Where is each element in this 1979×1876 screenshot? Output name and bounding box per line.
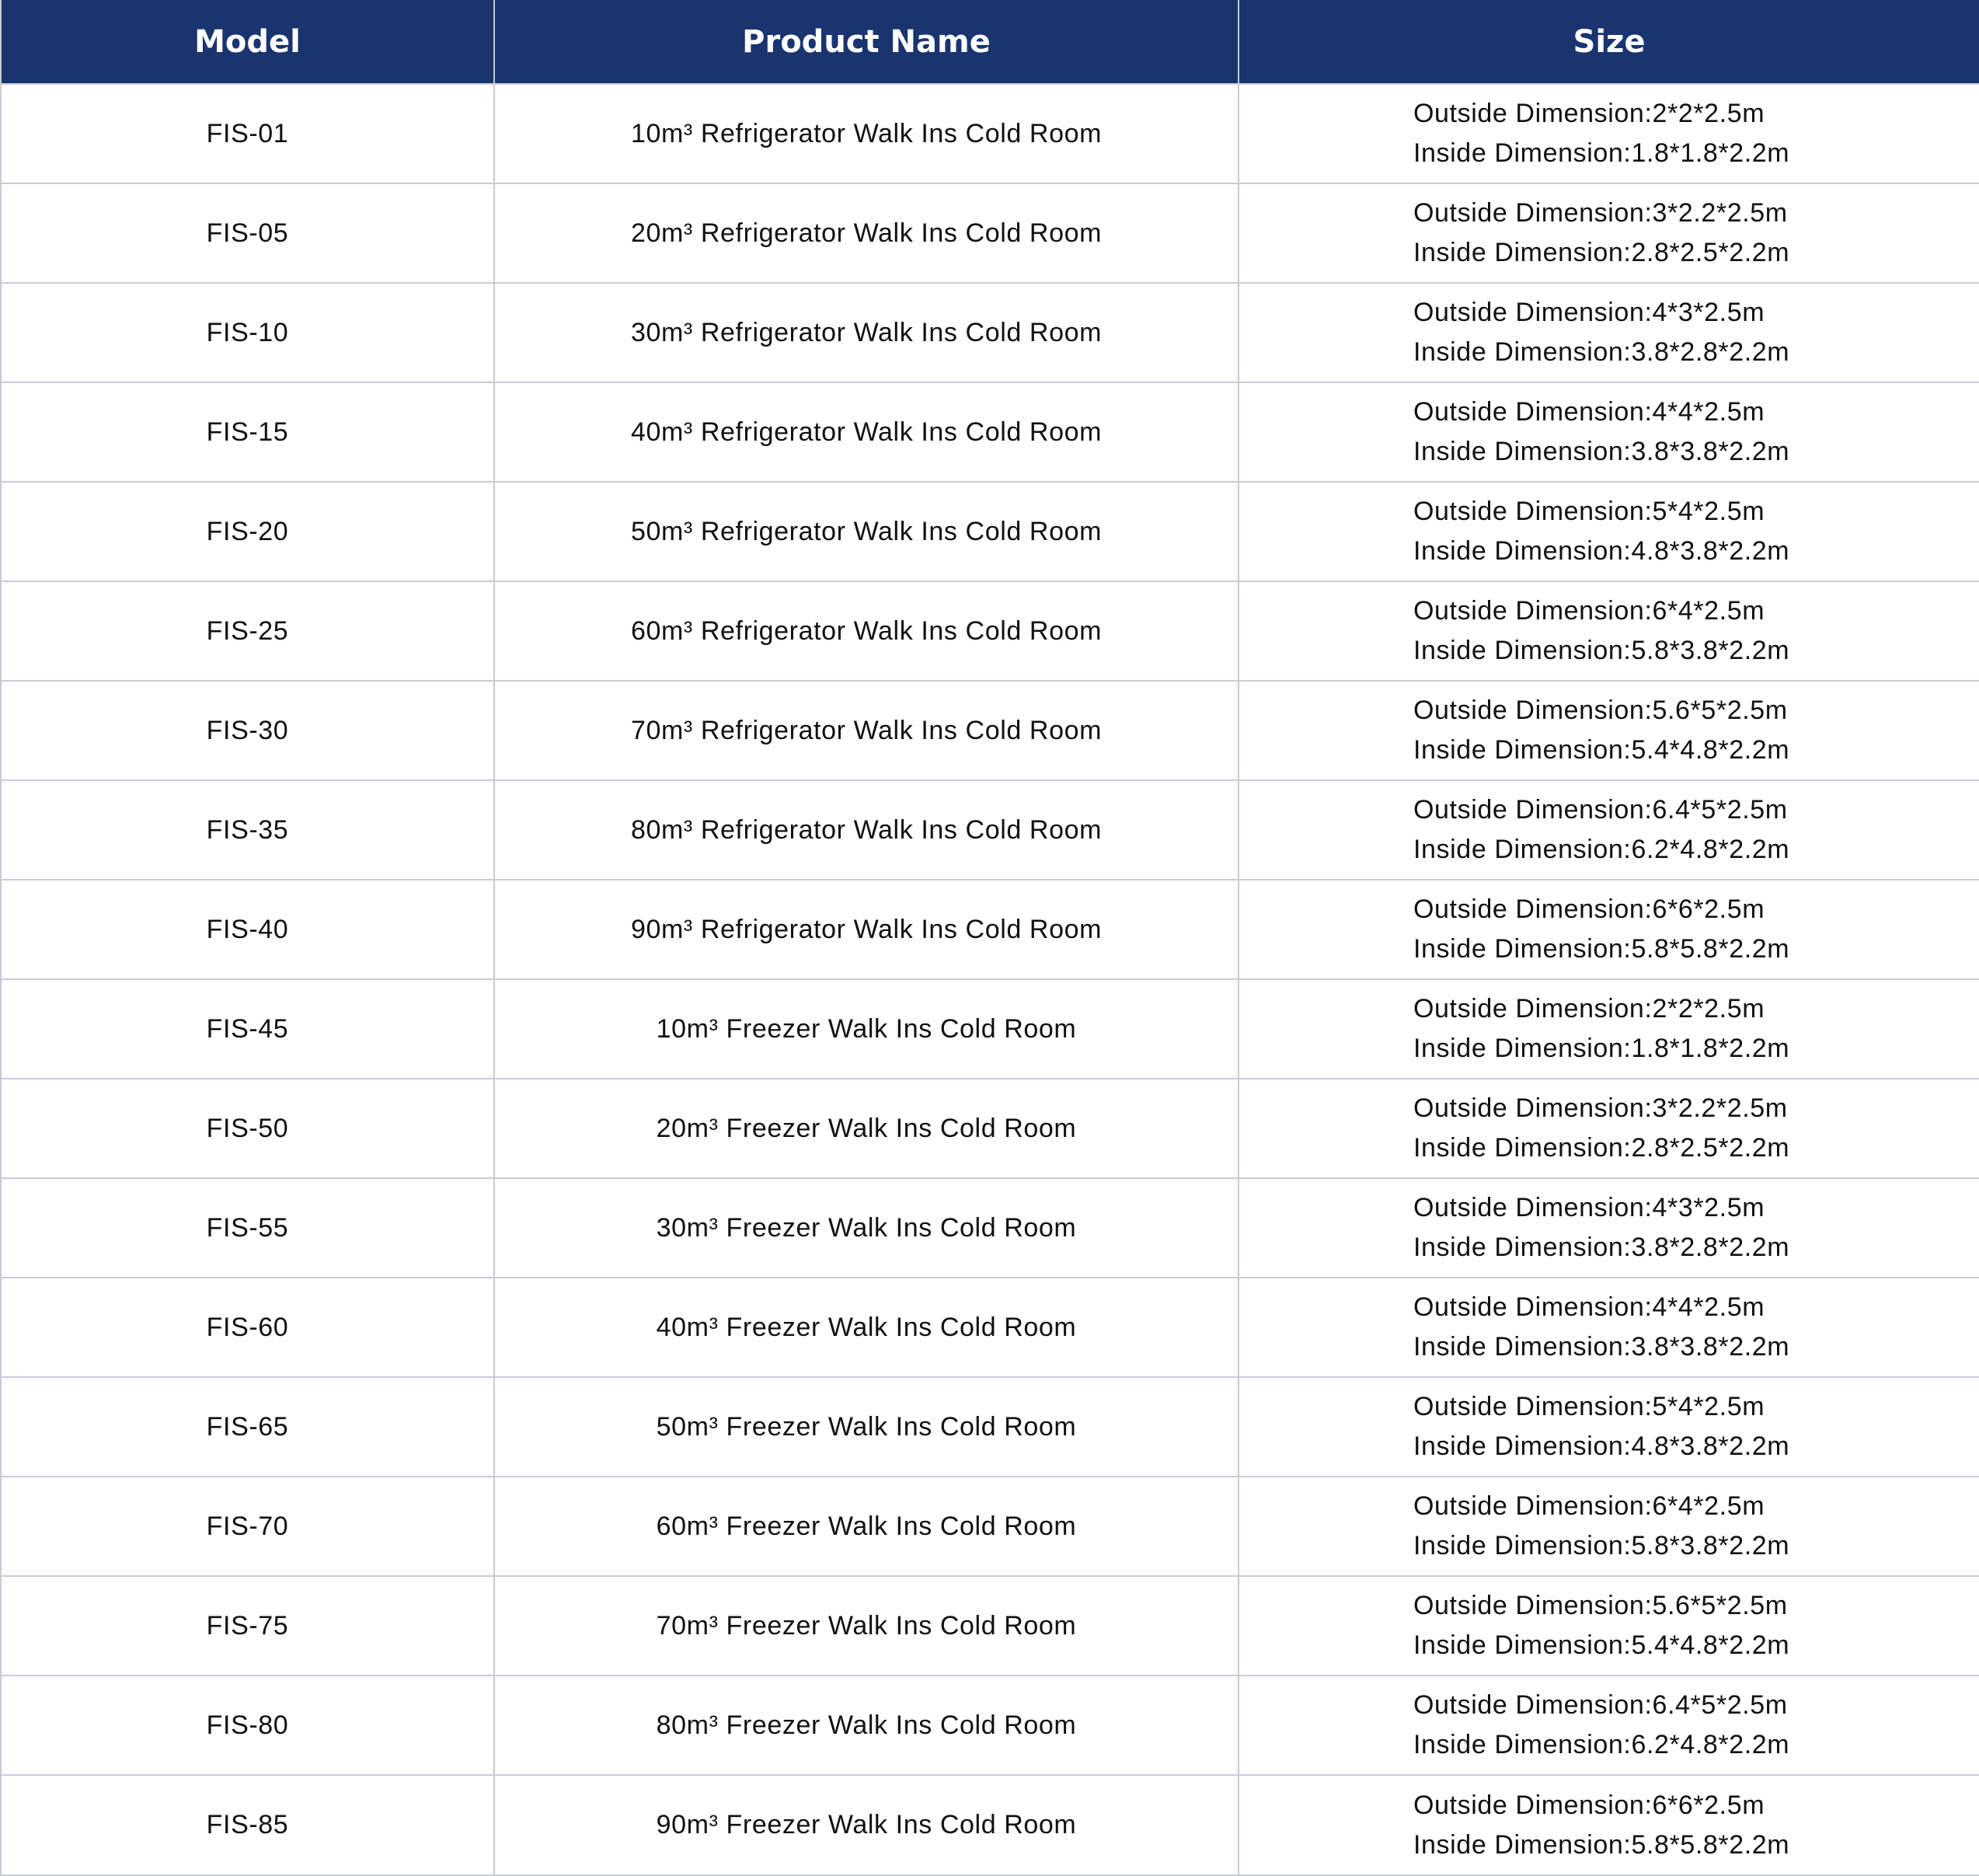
product-name-cell: 70m³ Freezer Walk Ins Cold Room (494, 1576, 1239, 1675)
size-cell (1239, 1477, 1979, 1576)
size-cell (1239, 382, 1979, 482)
size-cell (1239, 1675, 1979, 1775)
table-row (1, 382, 1979, 482)
inside-dimension: Inside Dimension:4.8*3.8*2.2m (1413, 1431, 1790, 1461)
outside-dimension: Outside Dimension:6*4*2.5m (1413, 1491, 1765, 1521)
inside-dimension: Inside Dimension:6.2*4.8*2.2m (1413, 835, 1790, 864)
product-name-cell: 80m³ Freezer Walk Ins Cold Room (494, 1675, 1239, 1775)
inside-dimension: Inside Dimension:5.4*4.8*2.2m (1413, 735, 1790, 765)
inside-dimension: Inside Dimension:2.8*2.5*2.2m (1413, 1133, 1790, 1163)
table-row (1, 681, 1979, 780)
size-cell (1239, 283, 1979, 382)
table-row (1, 780, 1979, 880)
table-row (1, 979, 1979, 1079)
product-name-cell: 20m³ Freezer Walk Ins Cold Room (494, 1079, 1239, 1178)
inside-dimension: Inside Dimension:3.8*2.8*2.2m (1413, 1233, 1790, 1262)
table-header (1, 0, 1979, 84)
model-cell: FIS-50 (1, 1079, 494, 1178)
inside-dimension: Inside Dimension:4.8*3.8*2.2m (1413, 536, 1790, 566)
model-cell: FIS-45 (1, 979, 494, 1079)
size-cell (1239, 581, 1979, 681)
model-cell: FIS-30 (1, 681, 494, 780)
outside-dimension: Outside Dimension:3*2.2*2.5m (1413, 198, 1788, 228)
product-name-cell: 10m³ Freezer Walk Ins Cold Room (494, 979, 1239, 1079)
inside-dimension: Inside Dimension:5.8*5.8*2.2m (1413, 1829, 1790, 1860)
model-cell: FIS-05 (1, 183, 494, 283)
outside-dimension: Outside Dimension:6*4*2.5m (1413, 596, 1765, 626)
table-row (1, 1576, 1979, 1675)
model-cell: FIS-40 (1, 880, 494, 979)
inside-dimension: Inside Dimension:1.8*1.8*2.2m (1413, 138, 1790, 168)
outside-dimension: Outside Dimension:6.4*5*2.5m (1413, 1690, 1788, 1720)
outside-dimension: Outside Dimension:6.4*5*2.5m (1413, 795, 1788, 825)
product-name-cell: 30m³ Refrigerator Walk Ins Cold Room (494, 283, 1239, 382)
header-size: Size (1239, 0, 1979, 84)
size-cell (1239, 84, 1979, 183)
size-cell (1239, 681, 1979, 780)
outside-dimension: Outside Dimension:5*4*2.5m (1413, 1392, 1765, 1421)
model-cell: FIS-55 (1, 1178, 494, 1278)
outside-dimension: Outside Dimension:5.6*5*2.5m (1413, 1591, 1788, 1620)
table-row (1, 1477, 1979, 1576)
header-model: Model (1, 0, 494, 84)
outside-dimension: Outside Dimension:4*4*2.5m (1413, 1292, 1765, 1322)
outside-dimension: Outside Dimension:5*4*2.5m (1413, 497, 1765, 526)
model-cell: FIS-60 (1, 1278, 494, 1377)
product-name-cell: 90m³ Freezer Walk Ins Cold Room (494, 1775, 1239, 1875)
inside-dimension: Inside Dimension:2.8*2.5*2.2m (1413, 238, 1790, 267)
size-cell (1239, 1178, 1979, 1278)
outside-dimension: Outside Dimension:6*6*2.5m (1413, 894, 1765, 924)
inside-dimension: Inside Dimension:3.8*3.8*2.2m (1413, 1332, 1790, 1362)
table-row (1, 1079, 1979, 1178)
inside-dimension: Inside Dimension:5.8*3.8*2.2m (1413, 636, 1790, 665)
outside-dimension: Outside Dimension:3*2.2*2.5m (1413, 1093, 1788, 1123)
product-name-cell: 40m³ Refrigerator Walk Ins Cold Room (494, 382, 1239, 482)
table-row (1, 1178, 1979, 1278)
inside-dimension: Inside Dimension:1.8*1.8*2.2m (1413, 1034, 1790, 1063)
model-cell: FIS-25 (1, 581, 494, 681)
model-cell: FIS-75 (1, 1576, 494, 1675)
table-row (1, 880, 1979, 979)
product-name-cell: 70m³ Refrigerator Walk Ins Cold Room (494, 681, 1239, 780)
inside-dimension: Inside Dimension:5.8*3.8*2.2m (1413, 1531, 1790, 1560)
header-product-name: Product Name (494, 0, 1239, 84)
model-cell: FIS-20 (1, 482, 494, 581)
table-row (1, 1278, 1979, 1377)
size-cell (1239, 183, 1979, 283)
outside-dimension: Outside Dimension:2*2*2.5m (1413, 994, 1765, 1023)
outside-dimension: Outside Dimension:4*3*2.5m (1413, 298, 1765, 327)
size-cell (1239, 482, 1979, 581)
table-row (1, 84, 1979, 183)
size-cell (1239, 1775, 1979, 1875)
model-cell: FIS-65 (1, 1377, 494, 1477)
product-name-cell: 90m³ Refrigerator Walk Ins Cold Room (494, 880, 1239, 979)
product-name-cell: 10m³ Refrigerator Walk Ins Cold Room (494, 84, 1239, 183)
product-name-cell: 40m³ Freezer Walk Ins Cold Room (494, 1278, 1239, 1377)
size-cell (1239, 780, 1979, 880)
inside-dimension: Inside Dimension:3.8*2.8*2.2m (1413, 337, 1790, 367)
model-cell: FIS-01 (1, 84, 494, 183)
model-cell: FIS-70 (1, 1477, 494, 1576)
size-cell (1239, 1576, 1979, 1675)
model-cell: FIS-35 (1, 780, 494, 880)
table-row (1, 581, 1979, 681)
model-cell: FIS-85 (1, 1775, 494, 1875)
model-cell: FIS-15 (1, 382, 494, 482)
outside-dimension: Outside Dimension:4*4*2.5m (1413, 397, 1765, 427)
product-name-cell: 80m³ Refrigerator Walk Ins Cold Room (494, 780, 1239, 880)
product-name-cell: 60m³ Freezer Walk Ins Cold Room (494, 1477, 1239, 1576)
product-name-cell: 20m³ Refrigerator Walk Ins Cold Room (494, 183, 1239, 283)
model-cell: FIS-80 (1, 1675, 494, 1775)
outside-dimension: Outside Dimension:2*2*2.5m (1413, 99, 1765, 128)
product-name-cell: 50m³ Refrigerator Walk Ins Cold Room (494, 482, 1239, 581)
table-row (1, 183, 1979, 283)
outside-dimension: Outside Dimension:4*3*2.5m (1413, 1193, 1765, 1222)
inside-dimension: Inside Dimension:6.2*4.8*2.2m (1413, 1730, 1790, 1759)
product-name-cell: 30m³ Freezer Walk Ins Cold Room (494, 1178, 1239, 1278)
table-row (1, 482, 1979, 581)
size-cell (1239, 1377, 1979, 1477)
inside-dimension: Inside Dimension:5.8*5.8*2.2m (1413, 934, 1790, 964)
size-cell (1239, 1278, 1979, 1377)
size-cell (1239, 880, 1979, 979)
outside-dimension: Outside Dimension:5.6*5*2.5m (1413, 696, 1788, 725)
table-row (1, 1377, 1979, 1477)
outside-dimension: Outside Dimension:6*6*2.5m (1413, 1790, 1765, 1820)
table-row (1, 1675, 1979, 1775)
product-name-cell: 60m³ Refrigerator Walk Ins Cold Room (494, 581, 1239, 681)
product-name-cell: 50m³ Freezer Walk Ins Cold Room (494, 1377, 1239, 1477)
table-row (1, 283, 1979, 382)
inside-dimension: Inside Dimension:5.4*4.8*2.2m (1413, 1630, 1790, 1660)
table-row (1, 1775, 1979, 1875)
inside-dimension: Inside Dimension:3.8*3.8*2.2m (1413, 437, 1790, 466)
table-body (1, 84, 1979, 1875)
size-cell (1239, 1079, 1979, 1178)
header-row (1, 0, 1979, 84)
model-cell: FIS-10 (1, 283, 494, 382)
size-cell (1239, 979, 1979, 1079)
